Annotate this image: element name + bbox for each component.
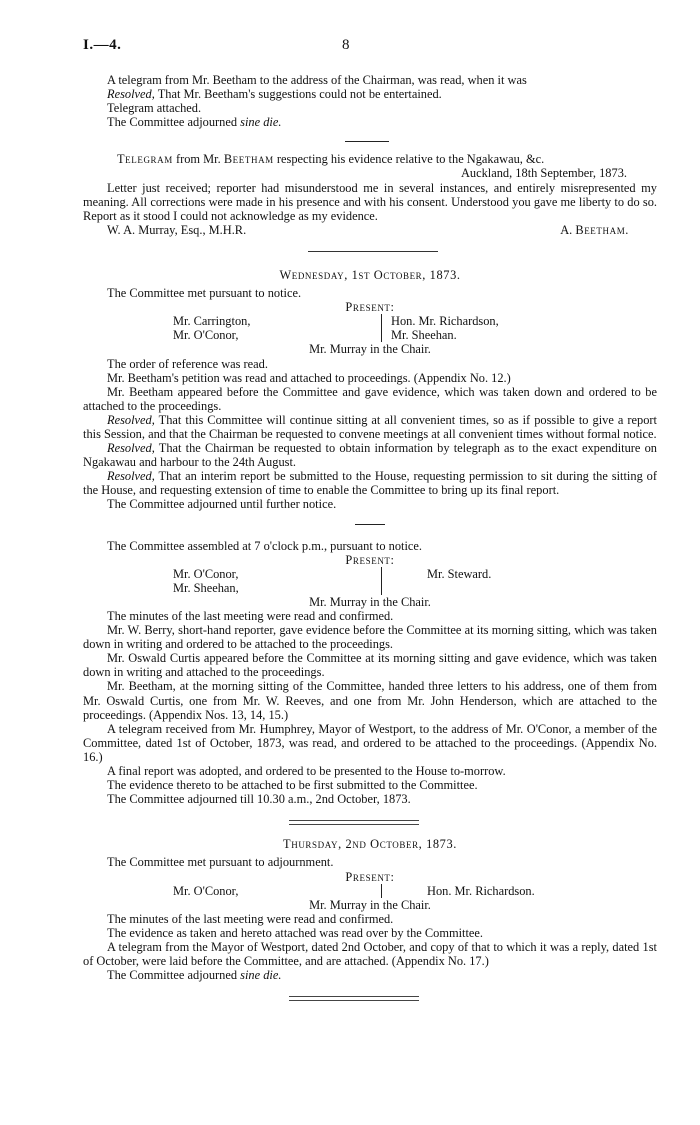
document-body [83,73,657,1013]
minute-item: The evidence thereto to be attached to be first submitted to the Committee. [107,778,478,793]
present-label: Present: [345,300,395,315]
attendance-list [173,884,657,898]
resolved-label: Resolved, [107,441,155,456]
resolution [83,441,657,469]
attendee: Mr. O'Conor, [173,883,239,898]
meeting-opening: The Committee met pursuant to notice. [107,286,302,301]
attendee: Mr. O'Conor, [173,566,239,581]
chair-line: Mr. Murray in the Chair. [309,897,431,912]
resolution [83,87,657,101]
adjournment: The Committee adjourned till 10.30 a.m., 2nd October, 1873. [107,792,411,807]
attendee: Mr. O'Conor, [173,328,239,343]
attendance-list [173,567,657,595]
signature-initial: A. [560,222,576,237]
minute-item: Mr. Beetham appeared before the Committee and gave evidence, which was taken down and ordered to be attached to the proceedings. [83,384,657,413]
attendee: Mr. Sheehan, [173,580,239,595]
attendee: Mr. Steward. [427,566,492,581]
meeting-date-heading: Thursday, 2nd October, 1873. [283,837,457,852]
present-label: Present: [345,869,395,884]
minute-item: Mr. W. Berry, short-hand reporter, gave evidence before the Committee at its morning sitting, which was taken down in writing and ordered to be attached to the proceedings. [83,623,657,652]
telegram-signoff [83,223,657,237]
attendees-right [391,884,591,898]
meeting-date-heading: Wednesday, 1st October, 1873. [279,267,461,282]
telegram-word: Telegram [117,152,173,167]
signature-name: Beetham. [575,222,629,237]
present-label: Present: [345,552,395,567]
attendees-left [173,314,373,342]
resolution-text: That the Chairman be requested to obtain information by telegraph as to the exact expenditure on Ngakawau and harbour to the 24th August. [83,441,657,470]
attendees-left [173,567,373,595]
paragraph: Telegram attached. [107,101,202,116]
adjourned-text: The Committee adjourned [107,968,241,983]
minute-item: Mr. Oswald Curtis appeared before the Committee at its morning sitting and gave evidence, which was taken down in writing and attached to the proceedings. [83,651,657,680]
page-reference: I.—4. [83,37,122,53]
adjournment: The Committee adjourned until further notice. [107,497,337,512]
minute-item: The minutes of the last meeting were read and confirmed. [107,609,394,623]
attendee: Mr. Carrington, [173,314,251,329]
telegram-body: Letter just received; reporter had misunderstood me in several instances, and entirely misrepresented my meaning. All corrections were made in his presence and with his consent. Understood you gave me liberty to do so. Report as it stood I could not acknowledge as my evidence. [83,180,657,223]
heading-mid: from Mr. [172,152,224,167]
minute-item: A telegram from the Mayor of Westport, dated 2nd October, and copy of that to which it was a reply, dated 1st of October, were laid before the Committee, and are attached. (Appendix No. 17.) [83,939,657,969]
divider [345,141,389,142]
minute-item: A final report was adopted, and ordered to be presented to the House to-morrow. [107,764,506,779]
minute-item: The minutes of the last meeting were read and confirmed. [107,911,394,926]
chair-line: Mr. Murray in the Chair. [309,342,431,357]
divider [308,251,438,252]
attendees-right [391,567,591,595]
signature [560,223,629,237]
sender-name: Beetham [223,152,274,167]
resolution [83,413,657,441]
attendance-divider [381,314,391,342]
page-number: 8 [342,37,350,53]
addressee: W. A. Murray, Esq., M.H.R. [107,222,247,237]
minute-item: The evidence as taken and hereto attached was read over by the Committee. [107,925,484,940]
divider [289,820,419,825]
sine-die: sine die. [240,968,282,983]
resolution-text: That an interim report be submitted to the House, requesting permission to sit during the sitting of the House, and requesting extension of time to enable the Committee to bring up its final report. [83,469,657,498]
adjournment [83,115,657,129]
resolved-label: Resolved, [107,412,155,427]
minute-item: The order of reference was read. [107,356,268,371]
meeting-opening: The Committee met pursuant to adjournment. [107,855,334,870]
meeting-opening: The Committee assembled at 7 o'clock p.m., pursuant to notice. [107,538,423,553]
paragraph: A telegram from Mr. Beetham to the address of the Chairman, was read, when it was [107,73,527,87]
sine-die: sine die. [240,115,282,130]
divider [355,524,385,525]
resolution-text: That this Committee will continue sitting at all convenient times, so as if possible to give a report this Session, and that the Chairman be requested to convene meetings at all convenient times without formal notice. [83,412,657,441]
heading-end: respecting his evidence relative to the Ngakawau, &c. [273,152,545,167]
attendee: Hon. Mr. Richardson, [391,314,499,329]
resolution-text: That Mr. Beetham's suggestions could not be entertained. [154,87,442,102]
attendance-divider [381,567,391,595]
resolved-label: Resolved, [107,469,155,484]
attendee: Mr. Sheehan. [391,328,457,343]
attendance-list [173,314,657,342]
closing-divider [289,996,419,1001]
minute-item: Mr. Beetham, at the morning sitting of the Committee, handed three letters to his address, one of them from Mr. Oswald Curtis, one from Mr. W. Reeves, and one from Mr. John Henderson, which are attached to the proceedings. (Appendix Nos. 13, 14, 15.) [83,679,657,722]
resolved-label: Resolved, [107,87,155,102]
adjourned-text: The Committee adjourned [107,115,241,130]
telegram-heading [83,152,657,166]
adjournment [83,968,657,982]
attendance-divider [381,884,391,898]
attendees-right [391,314,591,342]
minute-item: Mr. Beetham's petition was read and attached to proceedings. (Appendix No. 12.) [107,370,511,385]
chair-line: Mr. Murray in the Chair. [309,594,431,609]
minute-item: A telegram received from Mr. Humphrey, Mayor of Westport, to the address of Mr. O'Conor, a member of the Committee, dated 1st of October, 1873, was read, and ordered to be attached to the proceedings. (Appendix No. 16.) [83,721,657,764]
resolution [83,469,657,497]
telegram-dateline: Auckland, 18th September, 1873. [460,166,627,181]
attendees-left [173,884,373,898]
attendee: Hon. Mr. Richardson. [427,883,535,898]
